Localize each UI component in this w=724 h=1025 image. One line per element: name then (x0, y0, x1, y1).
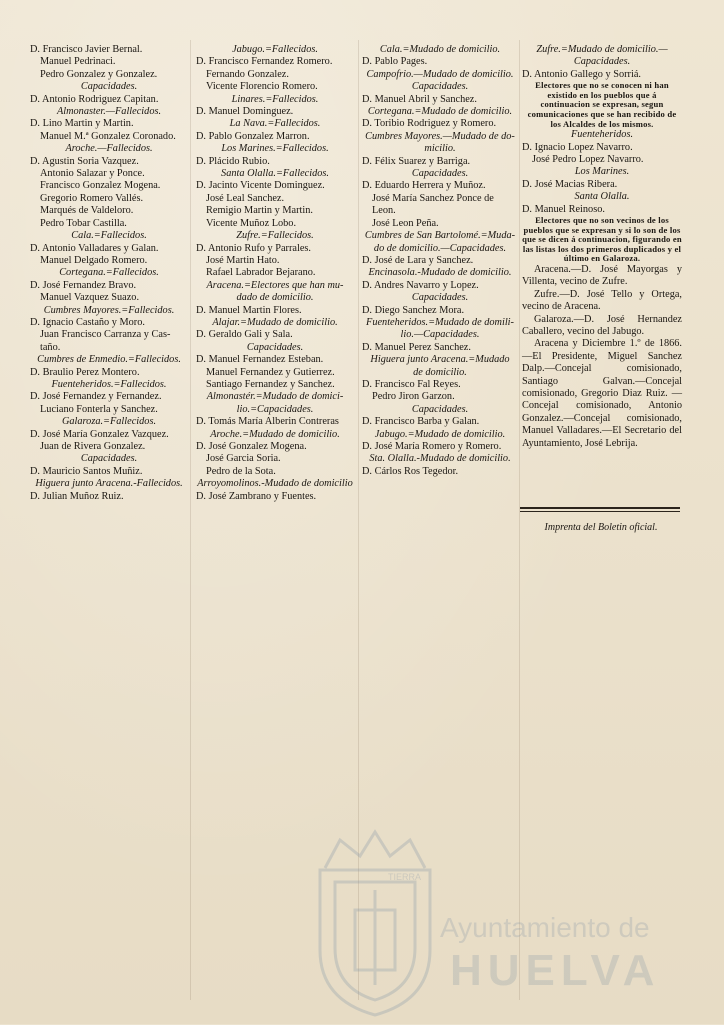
name-entry: Antonio Salazar y Ponce. (40, 168, 145, 180)
name-entry: D. Andres Navarro y Lopez. (362, 279, 479, 291)
name-entry: D. Francisco Javier Bernal. (30, 44, 143, 55)
section-heading: Cala.=Mudado de domicilio. (379, 44, 501, 55)
section-heading: Cumbres de San Bartolomé.=Muda- (364, 230, 516, 242)
name-entry: Manuel Vazquez Suazo. (40, 292, 140, 304)
name-entry: D. José de Lara y Sanchez. (362, 254, 474, 266)
section-heading: Linares.=Fallecidos. (231, 93, 319, 105)
column-divider (190, 40, 191, 1000)
name-entry: D. Manuel Martin Flores. (196, 304, 302, 316)
section-heading: do de domicilio.—Capacidades. (373, 242, 507, 254)
section-heading: Arroyomolinos.-Mudado de domicilio (197, 478, 353, 490)
section-heading: Aracena.=Electores que han mu- (206, 279, 344, 291)
name-entry: D. José Macias Ribera. (522, 178, 618, 190)
name-entry: D. Manuel Dominguez. (196, 106, 294, 118)
name-entry: D. Ignacio Lopez Navarro. (522, 141, 633, 153)
section-heading: Galaroza.=Fallecidos. (61, 416, 157, 428)
section-heading: Aroche.—Fallecidos. (65, 143, 153, 155)
paragraph: Galaroza.—D. José Hernandez Caballero, vecino del Jabugo. (522, 313, 682, 338)
name-entry: D. José Zambrano y Fuentes. (196, 490, 317, 502)
section-heading: Capacidades. (411, 168, 469, 180)
section-heading: Zufre.=Mudado de domicilio.— (536, 44, 668, 55)
section-heading: Capacidades. (246, 341, 304, 353)
text-column-2 (196, 44, 354, 503)
name-entry: D. Manuel Fernandez Esteban. (196, 354, 324, 366)
name-entry: D. Manuel Abril y Sanchez. (362, 93, 477, 105)
watermark-line-2: HUELVA (450, 946, 661, 995)
name-entry: D. Manuel Reinoso. (522, 203, 605, 215)
name-entry: D. Tomás María Alberin Contreras (196, 416, 339, 428)
name-entry: D. Geraldo Gali y Sala. (196, 329, 293, 341)
name-entry: Rafael Labrador Bejarano. (206, 267, 316, 279)
name-entry: D. Pablo Gonzalez Marron. (196, 130, 310, 142)
section-heading: Higuera junto Aracena.=Mudado (370, 354, 510, 366)
section-heading: Campofrio.—Mudado de domicilio. (366, 68, 514, 80)
section-heading: Capacidades. (573, 56, 631, 68)
section-heading: lio.—Capacidades. (400, 329, 480, 341)
name-entry: Pedro Jiron Garzon. (372, 391, 455, 403)
name-entry: Remigio Martin y Martin. (206, 205, 313, 217)
name-entry: D. Antonio Rufo y Parrales. (196, 242, 311, 254)
section-heading: Jabugo.=Mudado de domicilio. (374, 428, 506, 440)
paragraph: Aracena y Diciembre 1.º de 1866.—El Presidente, Miguel Sanchez Dalp.—Concejal comisionado, Santiago Galvan.—Concejal comisionado, Gregorio Diaz Ruiz. —Concejal comisionado, Antonio Gonzalez.—Concejal comisionado, Manuel Valladares.—El Secretario del Ayuntamiento, José Lebrija. (522, 338, 682, 449)
name-entry: Pedro Gonzalez y Gonzalez. (40, 68, 158, 80)
section-heading: Jabugo.=Fallecidos. (232, 44, 318, 55)
footer-rule (520, 507, 680, 512)
name-entry: Gregorio Romero Vallés. (40, 192, 144, 204)
name-entry: D. Félix Suarez y Barriga. (362, 155, 471, 167)
section-heading: Cortegana.=Fallecidos. (59, 267, 159, 279)
name-entry: taño. (40, 341, 61, 353)
name-entry: D. Antonio Rodriguez Capitan. (30, 93, 159, 105)
name-entry: Manuel M.ª Gonzalez Coronado. (40, 130, 176, 142)
name-entry: Leon. (372, 205, 396, 217)
name-entry: D. Pablo Pages. (362, 56, 428, 68)
municipal-watermark (300, 820, 660, 1020)
section-heading: Encinasola.-Mudado de domicilio. (368, 267, 512, 279)
name-entry: D. José María Gonzalez Vazquez. (30, 428, 169, 440)
section-heading: Alajar.=Mudado de domicilio. (212, 316, 338, 328)
name-entry: D. Eduardo Herrera y Muñoz. (362, 180, 486, 192)
section-heading: Capacidades. (411, 292, 469, 304)
name-entry: Juan de Rivera Gonzalez. (40, 441, 146, 452)
section-heading: Fuenteheridos. (570, 129, 634, 141)
section-heading: Cala.=Fallecidos. (71, 230, 147, 242)
text-column-4 (522, 44, 682, 450)
section-heading: Capacidades. (80, 81, 138, 93)
name-entry: D. Braulio Perez Montero. (30, 366, 140, 378)
notice-heading: Electores que no se conocen ni han existido en los pueblos que á continuacion se expresan, segun comunicaciones que se han recibido de los Alcaldes de los mismos. (527, 80, 677, 129)
name-entry: Francisco Gonzalez Mogena. (40, 180, 161, 192)
name-entry: D. Ignacio Castaño y Moro. (30, 316, 145, 328)
name-entry: José Leon Peña. (372, 217, 439, 229)
section-heading: Sta. Olalla.-Mudado de domicilio. (369, 453, 511, 465)
name-entry: D. Cárlos Ros Tegedor. (362, 465, 459, 477)
paragraph: Zufre.—D. José Tello y Ortega, vecino de Aracena. (522, 288, 682, 313)
name-entry: José Leal Sanchez. (206, 192, 285, 204)
name-entry: D. Antonio Valladares y Galan. (30, 242, 159, 254)
name-entry: D. Mauricio Santos Muñiz. (30, 465, 143, 477)
section-heading: Capacidades. (411, 81, 469, 93)
name-entry: José María Sanchez Ponce de (372, 192, 494, 204)
name-entry: D. Francisco Barba y Galan. (362, 416, 480, 428)
section-heading: Cumbres Mayores.—Mudado de do- (365, 130, 515, 142)
coat-of-arms-icon (300, 820, 450, 1020)
name-entry: D. Francisco Fal Reyes. (362, 378, 461, 390)
name-entry: Juan Francisco Carranza y Cas- (40, 329, 171, 341)
name-entry: Fernando Gonzalez. (206, 68, 289, 80)
name-entry: D. José Fernandez y Fernandez. (30, 391, 162, 403)
name-entry: Pedro de la Sota. (206, 465, 276, 477)
section-heading: Higuera junto Aracena.-Fallecidos. (35, 478, 183, 490)
name-entry: D. José María Romero y Romero. (362, 441, 502, 452)
section-heading: Fuenteheridos.=Fallecidos. (51, 378, 167, 390)
section-heading: La Nava.=Fallecidos. (229, 118, 321, 130)
name-entry: D. Lino Martin y Martin. (30, 118, 134, 130)
name-entry: D. José Gonzalez Mogena. (196, 441, 307, 452)
name-entry: Marqués de Valdeloro. (40, 205, 134, 217)
name-entry: D. Julian Muñoz Ruiz. (30, 490, 124, 502)
name-entry: Santiago Fernandez y Sanchez. (206, 378, 335, 390)
ribbon-text: TIERRA (388, 872, 422, 882)
section-heading: Zufre.=Fallecidos. (236, 230, 314, 242)
name-entry: Luciano Fonterla y Sanchez. (40, 403, 158, 415)
section-heading: Capacidades. (411, 403, 469, 415)
name-entry: D. Agustin Soria Vazquez. (30, 155, 139, 167)
text-column-1 (30, 44, 188, 503)
name-entry: D. Jacinto Vicente Dominguez. (196, 180, 325, 192)
section-heading: Los Marines. (574, 166, 630, 178)
section-heading: Capacidades. (80, 453, 138, 465)
section-heading: Aroche.=Mudado de domicilio. (210, 428, 340, 440)
name-entry: José Pedro Lopez Navarro. (532, 154, 644, 165)
name-entry: D. Francisco Fernandez Romero. (196, 56, 333, 68)
name-entry: D. Toribio Rodriguez y Romero. (362, 118, 497, 130)
section-heading: Cortegana.=Mudado de domicilio. (367, 106, 513, 118)
name-entry: Pedro Tobar Castilla. (40, 217, 127, 229)
name-entry: Vicente Muñoz Lobo. (206, 217, 297, 229)
name-entry: D. Plácido Rubio. (196, 155, 270, 167)
name-entry: D. Antonio Gallego y Sorriá. (522, 68, 641, 80)
name-entry: Manuel Fernandez y Gutierrez. (206, 366, 335, 378)
section-heading: de domicilio. (413, 366, 467, 378)
section-heading: lio.=Capacidades. (236, 403, 314, 415)
name-entry: José Garcia Soria. (206, 453, 281, 465)
section-heading: Cumbres Mayores.=Fallecidos. (43, 304, 175, 316)
section-heading: Cumbres de Enmedio.=Fallecidos. (37, 354, 181, 366)
paragraph: Aracena.—D. José Mayorgas y Villenta, vecino de Zufre. (522, 264, 682, 288)
name-entry: Manuel Delgado Romero. (40, 254, 148, 266)
section-heading: dado de domicilio. (236, 292, 314, 304)
notice-heading: Electores que no son vecinos de los pueblos que se expresan y si lo son de los que se dicen á continuacion, figurando en las listas los dos primeros duplicados y el último en Galaroza. (522, 215, 682, 264)
section-heading: Almonaster.—Fallecidos. (56, 106, 162, 118)
printer-imprint: Imprenta del Boletin oficial. (544, 522, 658, 533)
section-heading: micilio. (424, 143, 456, 155)
watermark-line-1: Ayuntamiento de (440, 912, 650, 943)
name-entry: D. José Fernandez Bravo. (30, 279, 137, 291)
name-entry: Manuel Pedrinaci. (40, 56, 116, 68)
section-heading: Los Marines.=Fallecidos. (221, 143, 329, 155)
name-entry: Vicente Florencio Romero. (206, 81, 318, 93)
text-column-3 (362, 44, 518, 478)
section-heading: Santa Olalla.=Fallecidos. (221, 168, 329, 180)
name-entry: D. Manuel Perez Sanchez. (362, 341, 471, 353)
section-heading: Santa Olalla. (574, 191, 630, 203)
name-entry: D. Diego Sanchez Mora. (362, 304, 465, 316)
section-heading: Almonastér.=Mudado de domici- (206, 391, 344, 403)
section-heading: Fuenteheridos.=Mudado de domili- (366, 316, 514, 328)
name-entry: José Martin Hato. (206, 254, 280, 266)
